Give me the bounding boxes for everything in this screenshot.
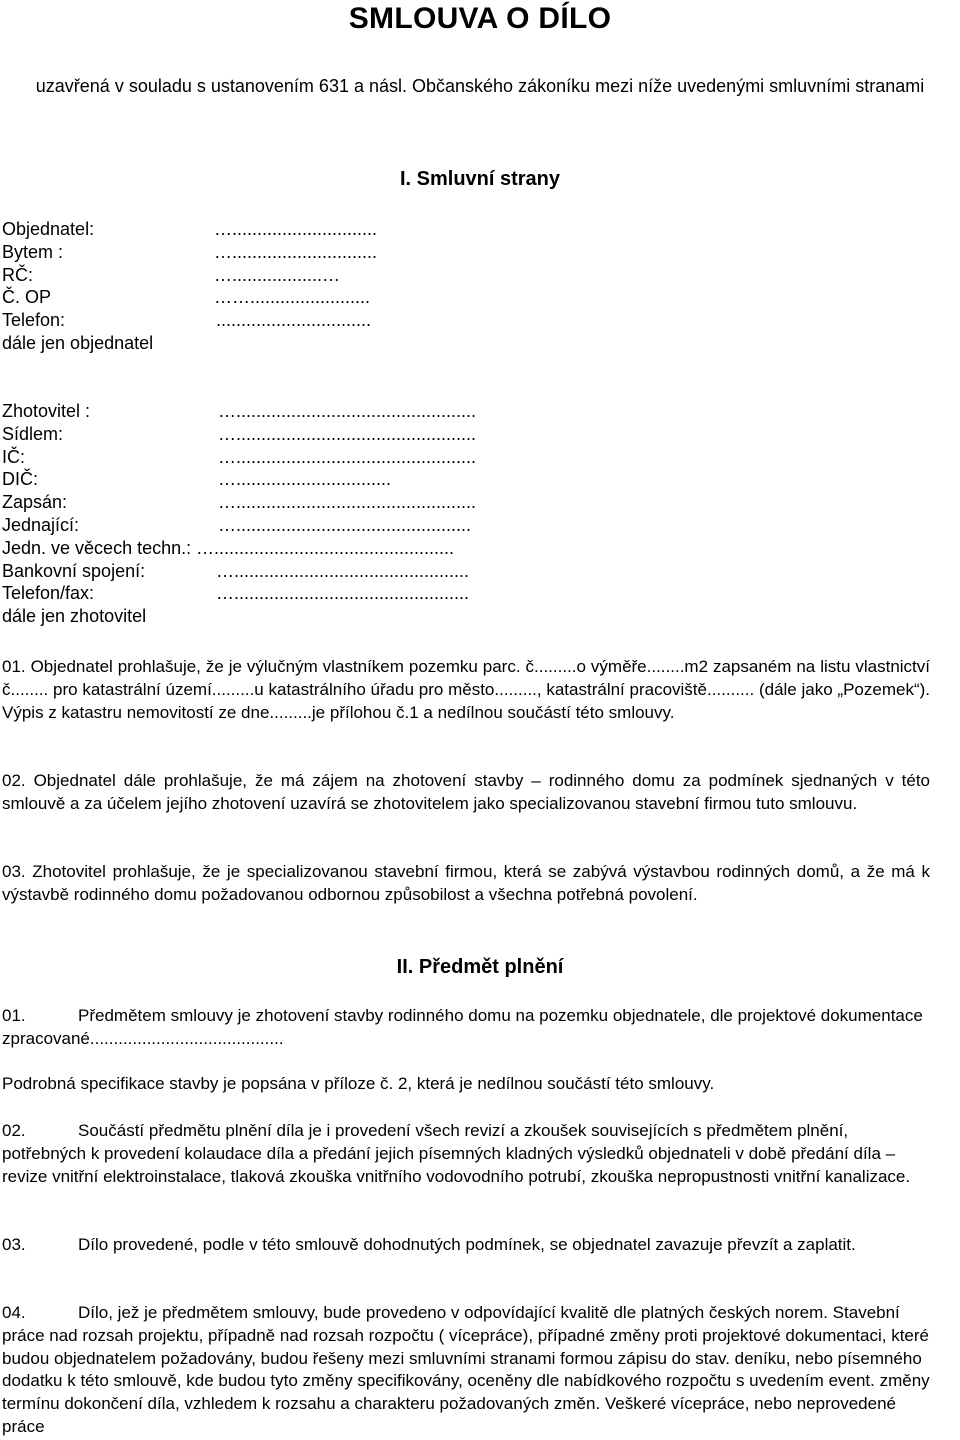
clause-text: Předmětem smlouvy je zhotovení stavby rodinného domu na pozemku objednatele, dle projektové dokumentace zpracované.........................................: [2, 1006, 923, 1048]
clause-text: Dílo, jež je předmětem smlouvy, bude provedeno v odpovídající kvalitě dle platných českých norem. Stavební práce nad rozsah projektu, případně nad rozsah rozpočtu ( vícepráce), případné změny proti projektové dokumentaci, které budou objednatelem požadovány, budou řešeny mezi smluvními stranami formou zápisu do stav. deníku, nebo písemného dodatku k této smlouvě, kde budou tyto změny specifikovány, oceněny dle nabídkového rozpočtu s uvedením event. změny termínu dokončení díla, vzhledem k rozsahu a charakteru požadovaných změn. Veškeré vícepráce, nebo neprovedené práce: [2, 1303, 930, 1436]
objednatel-block: [2, 218, 602, 355]
field-label: Jednající:: [2, 514, 80, 535]
field-label: Telefon:: [2, 310, 66, 331]
field-value: …...............................: [218, 469, 392, 490]
clause-1-01: 01. Objednatel prohlašuje, že je výlučným vlastníkem pozemku parc. č.........o výměře........m2 zapsaném na listu vlastnictví č........ pro katastrální území.........u katastrálního úřadu pro město........., katastrální pracoviště.......... (dále jako „Pozemek“). Výpis z katastru nemovitostí ze dne.........je přílohou č.1 a nedílnou součástí této smlouvy.: [2, 657, 930, 722]
party-row: [2, 514, 602, 537]
party-row: [2, 241, 602, 264]
field-label: dále jen objednatel: [2, 332, 154, 353]
party-row: [2, 446, 602, 469]
clause-2-04: [2, 1302, 930, 1439]
field-label: IČ:: [2, 446, 26, 467]
field-label: Jedn. ve věcech techn.:: [2, 537, 192, 558]
party-row: [2, 582, 602, 605]
field-label: Zhotovitel :: [2, 401, 91, 421]
document-title: SMLOUVA O DÍLO: [348, 2, 612, 35]
field-value: …...............................................: [218, 514, 472, 535]
field-value: …................................................: [218, 446, 477, 467]
field-value: …................................................: [218, 401, 477, 421]
clause-number: 03.: [2, 1235, 26, 1254]
clause-2-03: [2, 1234, 930, 1257]
clause-number: 01.: [2, 1006, 26, 1025]
party-row: [2, 286, 602, 309]
party-row: [2, 468, 602, 491]
specification-note: Podrobná specifikace stavby je popsána v příloze č. 2, která je nedílnou součástí této smlouvy.: [2, 1074, 715, 1093]
clause-1-02: 02. Objednatel dále prohlašuje, že má zájem na zhotovení stavby – rodinného domu za podmínek sjednaných v této smlouvě a za účelem jejího zhotovení uzavírá se zhotovitelem jako specializovanou stavební firmou tuto smlouvu.: [2, 771, 930, 813]
section-heading-parties: I. Smluvní strany: [399, 168, 561, 190]
field-label: Č. OP: [2, 287, 52, 308]
party-row: [2, 491, 602, 514]
field-value: ….............................: [214, 219, 378, 239]
field-value: …................................................: [218, 423, 477, 444]
field-value: …..................…: [214, 264, 341, 285]
clause-number: 02.: [2, 1121, 26, 1140]
section-heading-subject: II. Předmět plnění: [396, 956, 564, 978]
clause-text: Součástí předmětu plnění díla je i provedení všech revizí a zkoušek souvisejících s předmětem plnění, potřebných k provedení kolaudace díla a předání jejich písemných kladných výsledků objednateli v době předání díla – revize vnitřní elektroinstalace, tlaková zkouška vnitřního vodovodního potrubí, zkouška nepropustnosti vnitřní kanalizace.: [2, 1121, 911, 1186]
field-value: …...............................................: [216, 583, 470, 604]
field-value: ...............................: [216, 310, 372, 331]
field-label: Zapsán:: [2, 492, 68, 513]
field-label: RČ:: [2, 264, 33, 285]
document-subtitle: uzavřená v souladu s ustanovením 631 a násl. Občanského zákoníku mezi níže uvedenými smluvními stranami: [35, 76, 925, 96]
zhotovitel-block: [2, 400, 602, 628]
clause-1-03: 03. Zhotovitel prohlašuje, že je specializovanou stavební firmou, která se zabývá výstavbou rodinných domů, a že má k výstavbě rodinného domu požadovanou odbornou způsobilost a všechna potřebná povolení.: [2, 862, 930, 904]
field-value: …................................................: [196, 537, 455, 558]
party-row: [2, 605, 602, 628]
party-row: [2, 400, 602, 423]
field-value: …................................................: [218, 492, 477, 513]
clause-2-02: [2, 1120, 930, 1188]
field-value: ……........................: [214, 287, 371, 308]
field-label: dále jen zhotovitel: [2, 606, 147, 627]
party-row: [2, 218, 602, 241]
field-label: Telefon/fax:: [2, 583, 95, 604]
party-row: [2, 423, 602, 446]
field-label: Objednatel:: [2, 219, 95, 239]
clause-2-01: [2, 1005, 930, 1051]
clause-number: 04.: [2, 1303, 26, 1322]
field-label: Bytem :: [2, 241, 64, 262]
party-row: [2, 332, 602, 355]
field-label: DIČ:: [2, 469, 38, 490]
party-row: [2, 264, 602, 287]
field-value: …...............................................: [216, 560, 470, 581]
clause-text: Dílo provedené, podle v této smlouvě dohodnutých podmínek, se objednatel zavazuje převzít a zaplatit.: [78, 1235, 856, 1254]
party-row: [2, 560, 602, 583]
field-label: Sídlem:: [2, 423, 64, 444]
party-row: [2, 309, 602, 332]
field-label: Bankovní spojení:: [2, 560, 146, 581]
party-row: [2, 537, 602, 560]
field-value: ….............................: [214, 241, 378, 262]
